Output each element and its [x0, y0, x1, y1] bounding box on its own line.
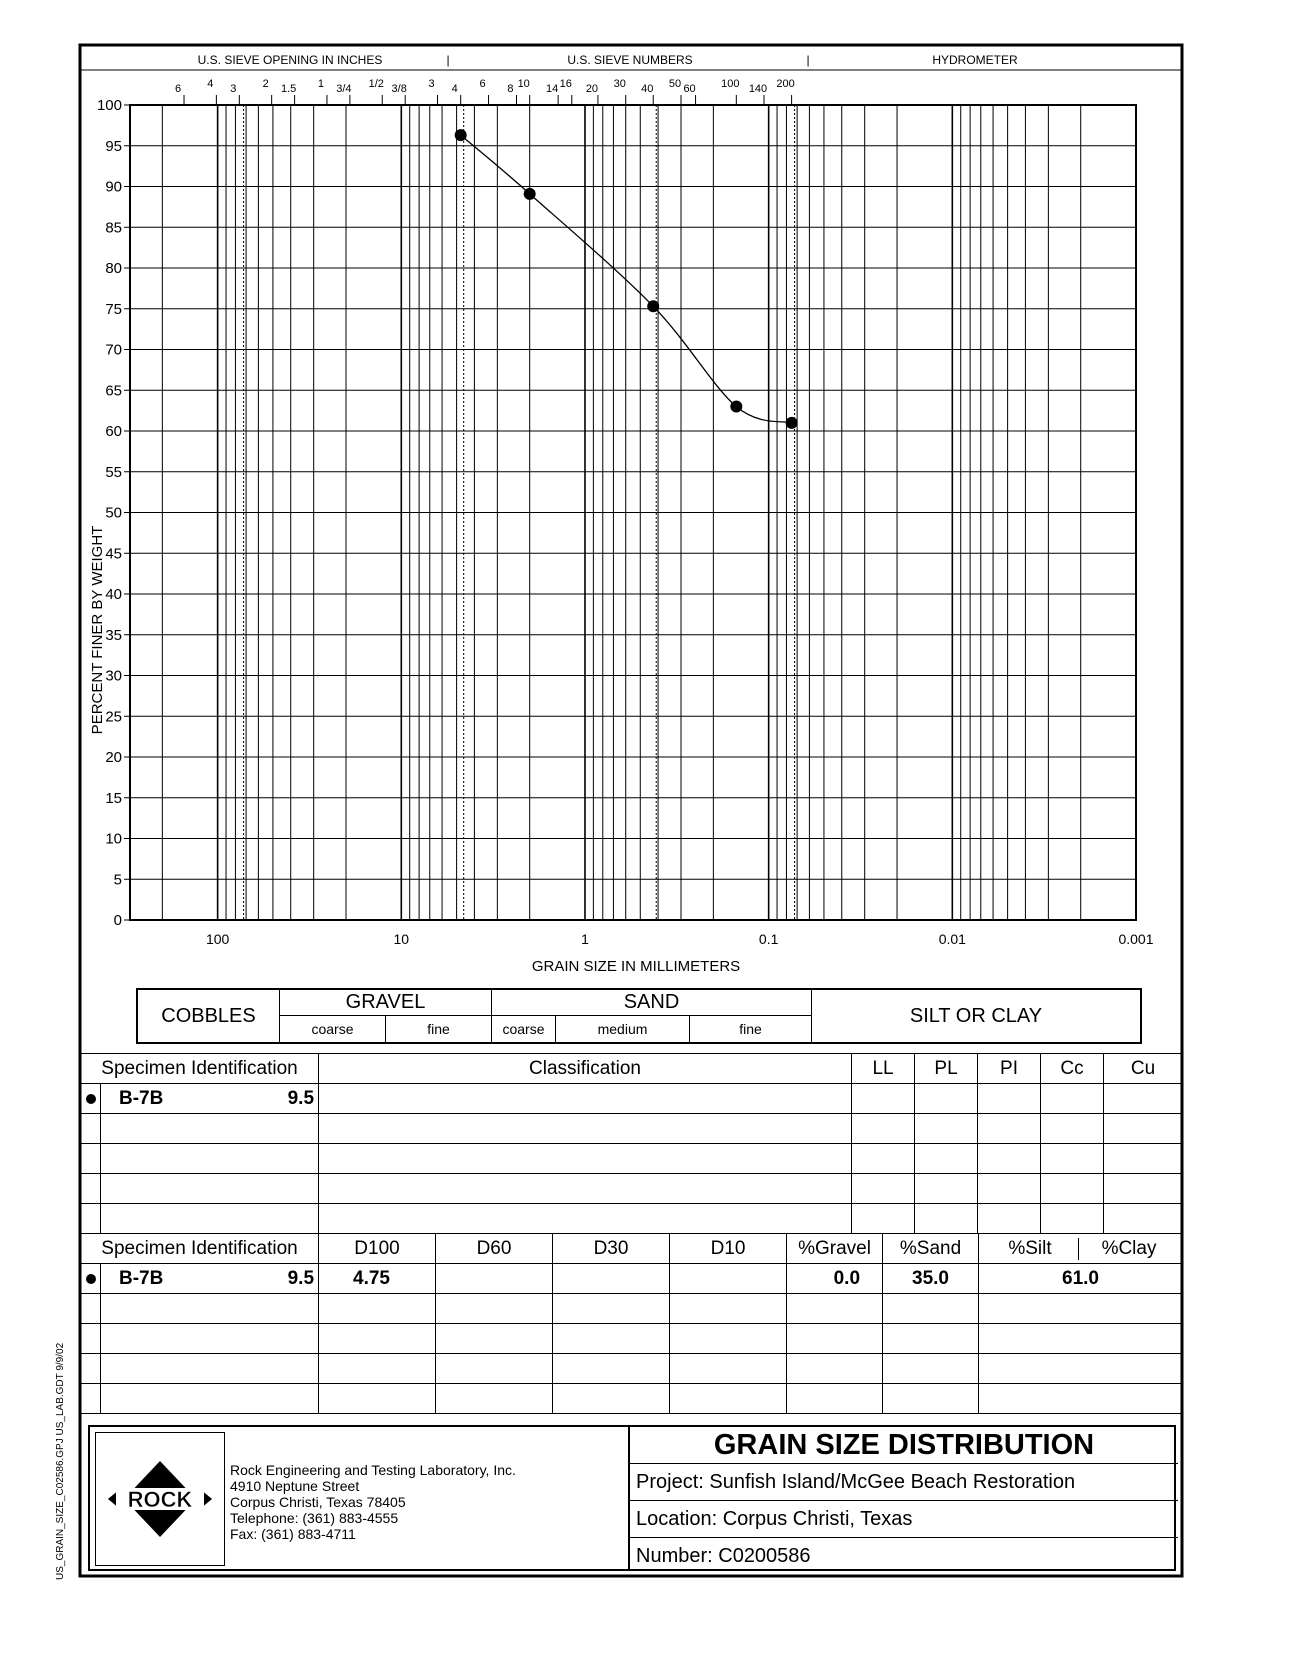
table-row [81, 1144, 1183, 1174]
table2-header-sand: %Sand [883, 1234, 979, 1264]
header-separator-2: | [806, 53, 810, 67]
company-telephone: Telephone: (361) 883-4555 [230, 1510, 399, 1526]
series-marker-cell [81, 1084, 101, 1114]
sieve-tick-label: 10 [517, 78, 530, 90]
y-tick-label: 50 [105, 504, 122, 522]
table1-header-classification: Classification [319, 1054, 852, 1084]
x-tick-label: 1 [581, 931, 589, 947]
gravel-fine-cell: fine [386, 1016, 492, 1042]
gravel-cell: 0.0 [787, 1264, 883, 1294]
sieve-ticks [175, 78, 795, 105]
rock-logo-icon [96, 1433, 224, 1565]
sieve-tick-label: 14 [546, 83, 559, 95]
d100-cell: 4.75 [319, 1264, 436, 1294]
header-separator-1: | [446, 53, 450, 67]
y-tick-label: 40 [105, 586, 122, 603]
sieve-tick-label: 30 [613, 78, 626, 90]
specimen-cell [101, 1084, 319, 1114]
specimen-id: B-7B [119, 1087, 164, 1109]
y-tick-label: 45 [105, 545, 122, 563]
report-title: GRAIN SIZE DISTRIBUTION [630, 1427, 1178, 1464]
file-reference-note: US_GRAIN_SIZE_C02586.GPJ US_LAB.GDT 9/9/02 [55, 1342, 66, 1580]
ll-cell [852, 1084, 915, 1114]
table-row [81, 1294, 1183, 1324]
table-row [81, 1264, 1183, 1294]
data-point [730, 401, 742, 413]
sieve-tick-label: 4 [451, 83, 458, 95]
pi-cell [978, 1084, 1041, 1114]
table2-header-silt: %Silt [982, 1238, 1079, 1260]
company-address-2: Corpus Christi, Texas 78405 [230, 1494, 406, 1510]
y-tick-label: 0 [113, 912, 122, 929]
y-tick-label: 85 [105, 219, 122, 237]
y-tick-label: 5 [113, 871, 122, 889]
x-axis-label: GRAIN SIZE IN MILLIMETERS [531, 958, 741, 975]
table-row [81, 1084, 1183, 1114]
pl-cell [915, 1084, 978, 1114]
series-marker-icon [86, 1094, 96, 1104]
classification-cell [319, 1084, 852, 1114]
company-logo [95, 1432, 225, 1566]
sieve-tick-label: 60 [683, 83, 696, 95]
sieve-inches-label: U.S. SIEVE OPENING IN INCHES [197, 53, 383, 67]
y-tick-label: 80 [105, 260, 122, 277]
company-name: Rock Engineering and Testing Laboratory, Inc. [230, 1462, 516, 1478]
cobbles-cell: COBBLES [138, 990, 280, 1042]
table2-header-silt-clay [979, 1234, 1183, 1264]
sieve-tick-label: 1/2 [368, 78, 384, 90]
table1-header-pl: PL [915, 1054, 978, 1084]
sand-cell: SAND [492, 990, 812, 1016]
project-line: Project: Sunfish Island/McGee Beach Restoration [630, 1464, 1178, 1501]
table1-header-specimen: Specimen Identification [81, 1054, 319, 1084]
table2-header-specimen: Specimen Identification [81, 1234, 319, 1264]
y-axis-label: PERCENT FINER BY WEIGHT [89, 525, 106, 735]
sieve-numbers-label: U.S. SIEVE NUMBERS [567, 53, 693, 67]
sieve-tick-label: 200 [776, 78, 795, 90]
cc-cell [1041, 1084, 1104, 1114]
data-point [786, 417, 798, 429]
sieve-tick-label: 40 [641, 83, 654, 95]
series-marker-icon [86, 1274, 96, 1284]
table2-header-d30: D30 [553, 1234, 670, 1264]
y-tick-label: 10 [105, 830, 122, 848]
classification-table [80, 1053, 1183, 1234]
y-tick-label: 25 [105, 708, 122, 726]
gravel-cell: GRAVEL [280, 990, 492, 1016]
table-row [81, 1114, 1183, 1144]
sieve-tick-label: 1 [317, 78, 325, 90]
company-info [230, 1462, 516, 1542]
table2-header-clay: %Clay [1101, 1237, 1157, 1259]
x-tick-label: 0.1 [758, 931, 779, 947]
company-fax: Fax: (361) 883-4711 [230, 1526, 356, 1542]
table-row [81, 1384, 1183, 1414]
number-line: Number: C0200586 [636, 1544, 811, 1567]
soil-classification-band [136, 988, 1142, 1044]
sieve-tick-label: 3/4 [336, 83, 352, 95]
sieve-tick-label: 8 [507, 83, 514, 95]
specimen-cell [101, 1264, 319, 1294]
table2-header-d10: D10 [670, 1234, 787, 1264]
table2-header-gravel: %Gravel [787, 1234, 883, 1264]
d30-cell [553, 1264, 670, 1294]
table-row [81, 1354, 1183, 1384]
table-row [81, 1204, 1183, 1234]
sieve-tick-label: 100 [721, 78, 740, 90]
y-tick-label: 95 [105, 137, 122, 155]
y-tick-label: 15 [105, 789, 122, 807]
y-tick-label: 70 [105, 341, 122, 359]
sieve-tick-label: 50 [668, 78, 682, 90]
table2-header-row [81, 1234, 1183, 1264]
report-title-block [628, 1427, 1178, 1571]
hydrometer-label: HYDROMETER [932, 53, 1018, 67]
d10-cell [670, 1264, 787, 1294]
specimen-depth: 9.5 [287, 1267, 315, 1289]
y-tick-label: 100 [96, 97, 122, 114]
x-tick-label: 100 [205, 931, 230, 947]
table1-header-cc: Cc [1041, 1054, 1104, 1084]
table2-header-d60: D60 [436, 1234, 553, 1264]
table2-header-d100: D100 [319, 1234, 436, 1264]
table1-header-pi: PI [978, 1054, 1041, 1084]
report-footer [88, 1425, 1176, 1571]
table-row [81, 1324, 1183, 1354]
x-tick-label: 0.001 [1118, 931, 1154, 947]
gravel-coarse-cell: coarse [280, 1016, 386, 1042]
table-row [81, 1174, 1183, 1204]
sieve-header [198, 53, 1018, 67]
data-point [455, 129, 467, 141]
y-tick-label: 30 [105, 667, 122, 685]
y-tick-label: 35 [105, 626, 122, 644]
y-tick-label: 55 [105, 463, 122, 481]
data-point [524, 188, 536, 200]
company-address-1: 4910 Neptune Street [230, 1478, 360, 1494]
x-tick-label: 0.01 [938, 931, 966, 947]
sieve-tick-label: 3/8 [391, 83, 407, 95]
sieve-tick-label: 1.5 [280, 83, 297, 95]
d60-cell [436, 1264, 553, 1294]
logo-text: ROCK [127, 1487, 193, 1512]
y-tick-label: 90 [105, 178, 122, 196]
silt-clay-cell: 61.0 [979, 1264, 1183, 1294]
y-tick-label: 20 [105, 749, 122, 766]
sieve-tick-label: 3 [428, 78, 435, 90]
y-tick-label: 60 [105, 423, 122, 440]
y-tick-label: 65 [105, 382, 122, 400]
sieve-tick-label: 140 [748, 83, 768, 95]
sieve-tick-label: 16 [559, 78, 572, 90]
sand-medium-cell: medium [556, 1016, 690, 1042]
sand-coarse-cell: coarse [492, 1016, 556, 1042]
sand-fine-cell: fine [690, 1016, 812, 1042]
table1-header-cu: Cu [1104, 1054, 1183, 1084]
sieve-tick-label: 6 [174, 83, 182, 95]
sieve-tick-label: 6 [479, 78, 486, 90]
table1-header-ll: LL [852, 1054, 915, 1084]
gradation-table [80, 1233, 1183, 1414]
sieve-tick-label: 2 [262, 78, 269, 90]
x-tick-label: 10 [393, 931, 410, 947]
specimen-depth: 9.5 [287, 1087, 315, 1109]
chart-grid [130, 105, 1136, 920]
location-line: Location: Corpus Christi, Texas [630, 1501, 1178, 1538]
specimen-id: B-7B [119, 1267, 164, 1289]
data-point [647, 300, 659, 312]
sieve-tick-label: 20 [585, 83, 599, 95]
table1-header-row [81, 1054, 1183, 1084]
sieve-tick-label: 3 [230, 83, 237, 95]
y-tick-label: 75 [105, 300, 122, 318]
silt-clay-cell: SILT OR CLAY [909, 1004, 1043, 1027]
cu-cell [1104, 1084, 1183, 1114]
sand-cell: 35.0 [883, 1264, 979, 1294]
series-marker-cell [81, 1264, 101, 1294]
sieve-tick-label: 4 [207, 78, 214, 90]
